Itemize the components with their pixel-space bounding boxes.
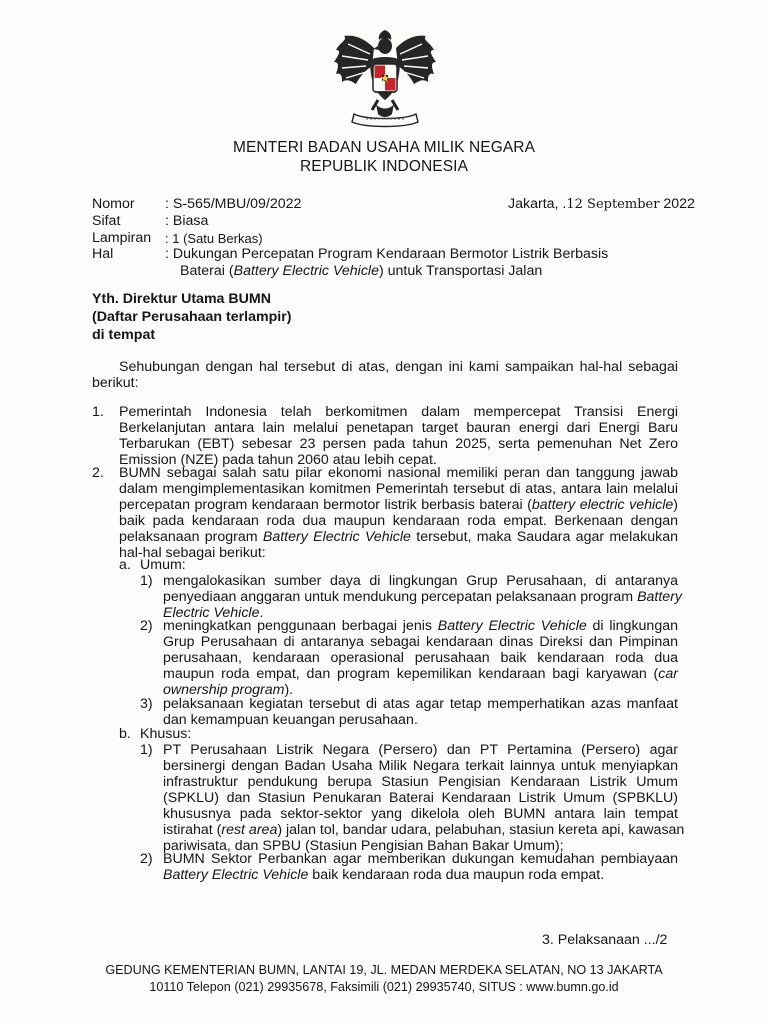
sub-a-point2 xyxy=(163,618,678,698)
paragraph-line: bersinergi dengan Badan Usaha Milik Negara terkait lainnya untuk menyiapkan xyxy=(163,758,678,774)
paragraph-line: percepatan program kendaraan bermotor listrik berbasis baterai (battery electric vehicle) xyxy=(119,497,678,513)
sub-a-point1 xyxy=(163,573,683,621)
point-number: 2) xyxy=(140,851,153,867)
sifat-value: : Biasa xyxy=(165,213,209,229)
item-number: 1. xyxy=(92,404,104,420)
addressee-line2: (Daftar Perusahaan terlampir) xyxy=(92,309,292,325)
sub-b-point2 xyxy=(163,851,678,883)
sub-b-point1 xyxy=(163,742,685,854)
paragraph-line: PT Perusahaan Listrik Negara (Persero) dan PT Pertamina (Persero) agar xyxy=(163,742,678,758)
point-number: 2) xyxy=(140,618,153,634)
paragraph-line: dan kemampuan keuangan perusahaan. xyxy=(163,712,418,728)
paragraph-line: penyediaan anggaran untuk mendukung percepatan pelaksanaan program Battery xyxy=(163,589,683,605)
paragraph-line: pariwisata, dan SPBU (Stasiun Pengisian Bahan Bakar Umum); xyxy=(163,838,564,854)
paragraph-line: pelaksanaan program Battery Electric Vehicle tersebut, maka Saudara agar melakukan xyxy=(119,529,678,545)
sub-a-point3 xyxy=(163,696,678,728)
addressee-line1: Yth. Direktur Utama BUMN xyxy=(92,291,271,307)
paragraph-line: hal-hal sebagai berikut: xyxy=(119,545,266,561)
hal-value-line1: : Dukungan Percepatan Program Kendaraan Bermotor Listrik Berbasis xyxy=(165,246,609,262)
hal-value-line2: Baterai (Battery Electric Vehicle) untuk Transportasi Jalan xyxy=(180,263,543,279)
intro-paragraph xyxy=(92,359,678,391)
sub-label: Khusus: xyxy=(140,726,192,742)
intro-line: Sehubungan dengan hal tersebut di atas, dengan ini kami sampaikan hal-hal sebagai xyxy=(119,359,678,375)
paragraph-line: Pemerintah Indonesia telah berkomitmen dalam mempercepat Transisi Energi xyxy=(119,404,678,420)
paragraph-line: (SPKLU) dan Stasiun Penukaran Baterai Kendaraan Listrik Umum (SPBKLU) xyxy=(163,790,678,806)
point-number: 1) xyxy=(140,742,153,758)
garuda-emblem-icon xyxy=(326,26,444,132)
date-place: Jakarta, . xyxy=(508,196,567,212)
addressee-line3: di tempat xyxy=(92,327,156,343)
paragraph-line: maupun roda empat, dan program kepemilikan kendaraan bagi karyawan (car xyxy=(163,666,678,682)
letter-title-line1: MENTERI BADAN USAHA MILIK NEGARA xyxy=(232,139,536,156)
footer-address-line2: 10110 Telepon (021) 29935678, Faksimili (021) 29935740, SITUS : www.bumn.go.id xyxy=(149,980,619,994)
nomor-value: : S-565/MBU/09/2022 xyxy=(165,196,302,212)
paragraph-line: khususnya pada sektor-sektor yang dikelola oleh BUMN antara lain tempat xyxy=(163,806,678,822)
date-year: 2022 xyxy=(663,196,695,212)
sifat-label: Sifat xyxy=(92,213,121,229)
paragraph-line: Terbarukan (EBT) sebesar 23 persen pada tahun 2025, serta pemenuhan Net Zero xyxy=(119,436,678,452)
item-number: 2. xyxy=(92,465,104,481)
paragraph-line: Battery Electric Vehicle baik kendaraan roda dua maupun roda empat. xyxy=(163,867,605,883)
paragraph-line: Electric Vehicle. xyxy=(163,605,264,621)
paragraph-line: ownership program). xyxy=(163,682,294,698)
lampiran-value: : 1 (Satu Berkas) xyxy=(165,231,263,246)
paragraph-line: baik pada kendaraan roda dua maupun kendaraan roda empat. Berkenaan dengan xyxy=(119,513,678,529)
hal-label: Hal xyxy=(92,246,114,262)
paragraph-line: pelaksanaan kegiatan tersebut di atas agar tetap memperhatikan azas manfaat xyxy=(163,696,678,712)
continuation-marker: 3. Pelaksanaan .../2 xyxy=(542,932,668,948)
sub-label: Umum: xyxy=(140,557,186,573)
date-handwritten: 12 September xyxy=(566,197,660,212)
point-number: 1) xyxy=(140,573,153,589)
paragraph-line: istirahat (rest area) jalan tol, bandar udara, pelabuhan, stasiun kereta api, kawasan xyxy=(163,822,685,838)
paragraph-line: dalam mengimplementasikan komitmen Pemerintah tersebut di atas, antara lain melalui xyxy=(119,481,678,497)
sub-letter: b. xyxy=(119,726,131,742)
intro-line: berikut: xyxy=(92,375,139,391)
paragraph-line: perusahaan, kendaraan operasional perusahaan baik kendaraan roda dua xyxy=(163,650,678,666)
sub-letter: a. xyxy=(119,557,131,573)
paragraph-line: BUMN Sektor Perbankan agar memberikan dukungan kemudahan pembiayaan xyxy=(163,851,678,867)
paragraph-line: infrastruktur pendukung berupa Stasiun Pengisian Kendaraan Listrik Umum xyxy=(163,774,678,790)
item2-paragraph xyxy=(119,465,678,561)
paragraph-line: meningkatkan penggunaan berbagai jenis Battery Electric Vehicle di lingkungan xyxy=(163,618,678,634)
nomor-label: Nomor xyxy=(92,196,135,212)
point-number: 3) xyxy=(140,696,153,712)
paragraph-line: Grup Perusahaan di antaranya sebagai kendaraan dinas Direksi dan Pimpinan xyxy=(163,634,678,650)
paragraph-line: Berkelanjutan antara lain melalui penetapan target bauran energi dari Energi Baru xyxy=(119,420,678,436)
paragraph-line: Emission (NZE) pada tahun 2060 atau lebih cepat. xyxy=(119,452,437,468)
footer-address-line1: GEDUNG KEMENTERIAN BUMN, LANTAI 19, JL. MEDAN MERDEKA SELATAN, NO 13 JAKARTA xyxy=(105,963,663,977)
lampiran-label: Lampiran xyxy=(92,230,152,246)
paragraph-line: BUMN sebagai salah satu pilar ekonomi nasional memiliki peran dan tanggung jawab xyxy=(119,465,678,481)
letter-title-line2: REPUBLIK INDONESIA xyxy=(299,158,469,175)
item1-paragraph xyxy=(119,404,678,468)
letter-date xyxy=(508,196,695,214)
paragraph-line: mengalokasikan sumber daya di lingkungan Grup Perusahaan, di antaranya xyxy=(163,573,678,589)
